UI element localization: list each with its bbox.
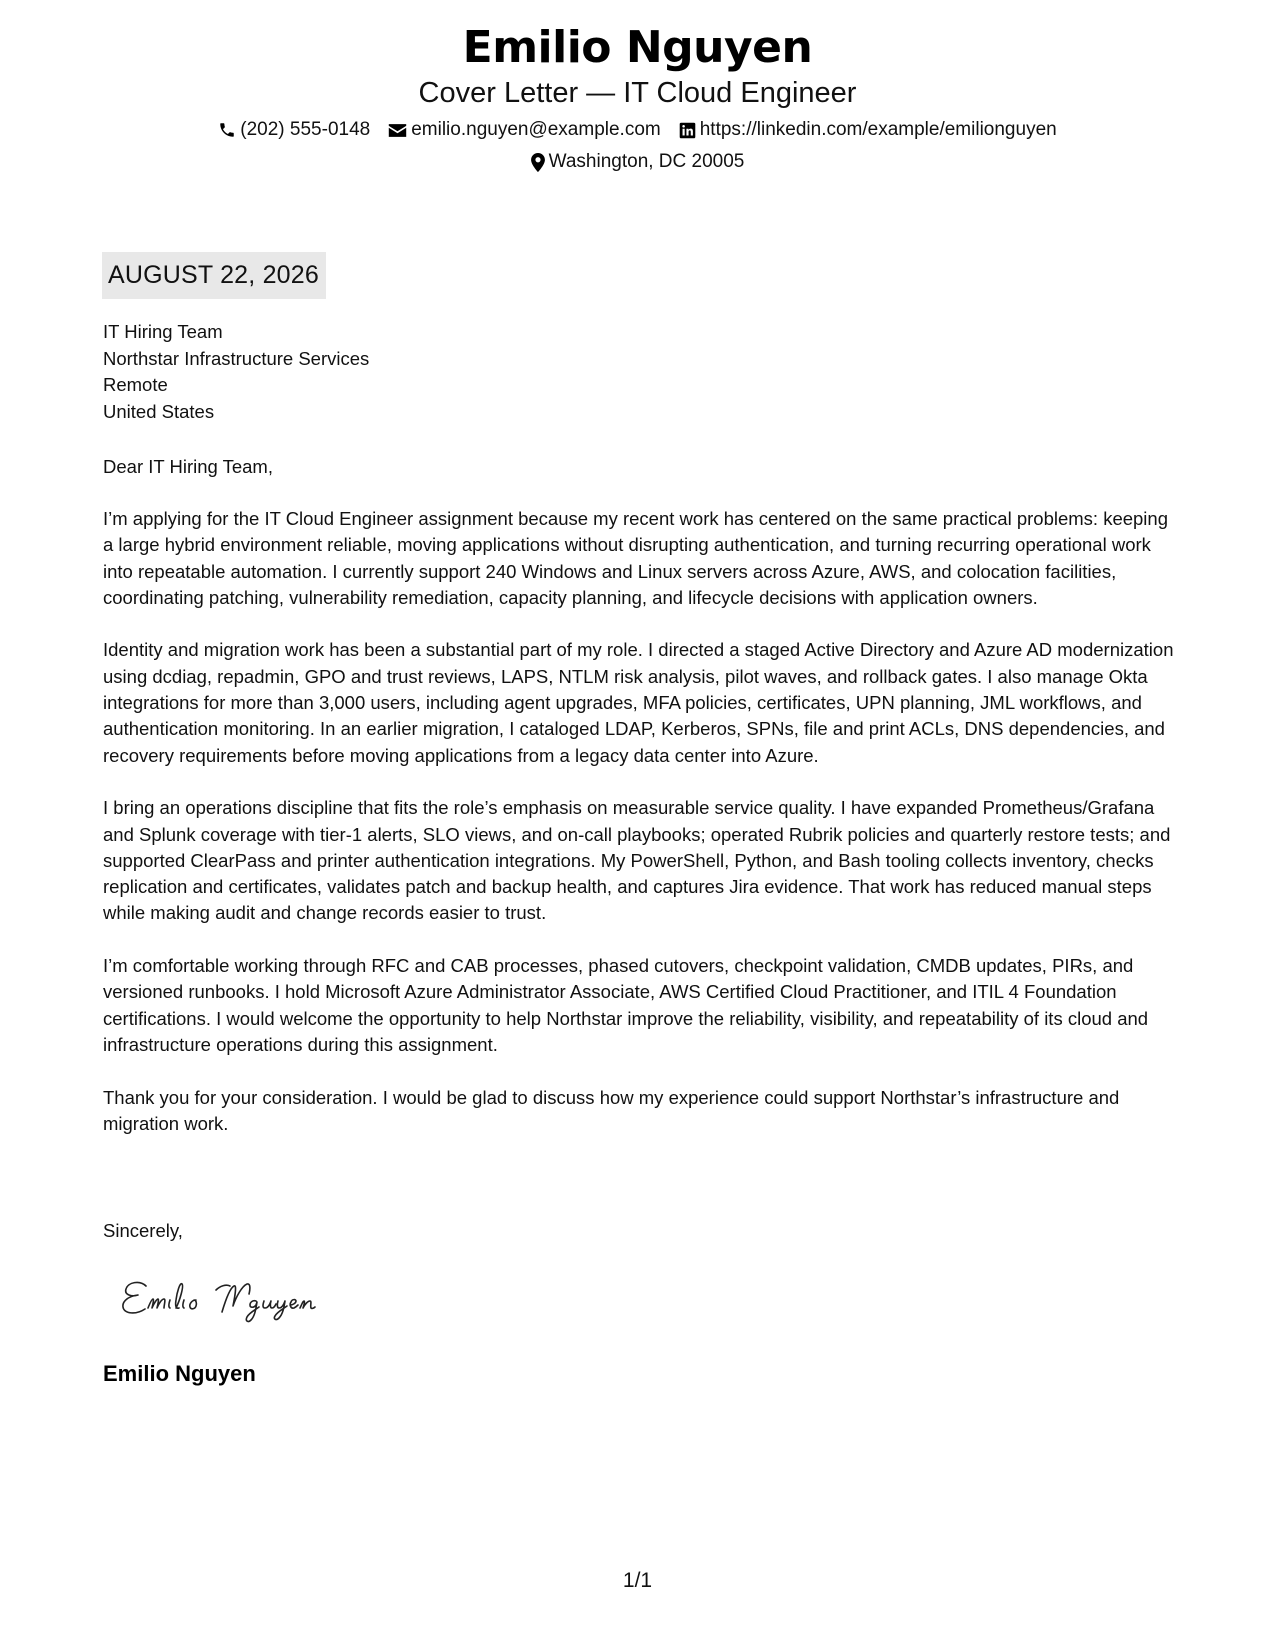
recipient-line: IT Hiring Team — [103, 321, 223, 342]
linkedin-icon — [679, 122, 696, 139]
location-row — [0, 150, 1275, 174]
letter-header — [0, 22, 1275, 174]
contact-email[interactable] — [388, 118, 661, 142]
closing: Sincerely, — [103, 1220, 183, 1241]
body-paragraph: I bring an operations discipline that fits the role’s emphasis on measurable service quality. I have expanded Prometheus/Grafana and Splunk coverage with tier-1 alerts, SLO views, and on-call playbooks; operated Rubrik policies and quarterly restore tests; and supported ClearPass and printer authentication integrations. My PowerShell, Python, and Bash tooling collects inventory, checks replication and certificates, validates patch and backup health, and captures Jira evidence. That work has reduced manual steps while making audit and change records easier to trust. — [103, 797, 1171, 924]
body-paragraph: Identity and migration work has been a substantial part of my role. I directed a staged Active Directory and Azure AD modernization using dcdiag, repadmin, GPO and trust reviews, LAPS, NTLM risk analysis, pilot waves, and rollback gates. I also manage Okta integrations for more than 3,000 users, including agent upgrades, MFA policies, certificates, UPN planning, JML workflows, and authentication monitoring. In an earlier migration, I cataloged LDAP, Kerberos, SPNs, file and print ACLs, DNS dependencies, and recovery requirements before moving applications from a legacy data center into Azure. — [103, 639, 1174, 766]
contact-linkedin[interactable] — [679, 118, 1057, 142]
recipient-line: United States — [103, 400, 215, 422]
location-text: Washington, DC 20005 — [548, 151, 745, 172]
body-paragraph: I’m applying for the IT Cloud Engineer assignment because my recent work has centered on the same practical problems: keeping a large hybrid environment reliable, moving applications without disrupting authentication, and turning recurring operational work into repeatable automation. I currently support 240 Windows and Linux servers across Azure, AWS, and colocation facilities, coordinating patching, vulnerability remediation, capacity planning, and lifecycle decisions with application owners. — [103, 508, 1168, 608]
letter-date: AUGUST 22, 2026 — [102, 252, 326, 299]
email-text: emilio.nguyen@example.com — [411, 119, 661, 140]
map-pin-icon — [531, 153, 545, 172]
salutation: Dear IT Hiring Team, — [103, 456, 273, 477]
applicant-name: Emilio Nguyen — [462, 22, 813, 73]
phone-text: (202) 555-0148 — [240, 119, 371, 140]
page-number: 1/1 — [622, 1569, 653, 1592]
linkedin-text: https://linkedin.com/example/emilionguyen — [699, 119, 1057, 140]
letter-body — [103, 506, 1175, 1163]
contact-row — [0, 118, 1275, 142]
recipient-block — [103, 319, 369, 425]
envelope-icon — [388, 123, 407, 138]
handwritten-signature — [118, 1268, 340, 1335]
letter-subtitle: Cover Letter — IT Cloud Engineer — [418, 77, 857, 109]
signed-name: Emilio Nguyen — [103, 1361, 256, 1386]
body-paragraph: I’m comfortable working through RFC and CAB processes, phased cutovers, checkpoint validation, CMDB updates, PIRs, and versioned runbooks. I hold Microsoft Azure Administrator Associate, AWS Certified Cloud Practitioner, and ITIL 4 Foundation certifications. I would welcome the opportunity to help Northstar improve the reliability, visibility, and repeatability of its cloud and infrastructure operations during this assignment. — [103, 955, 1149, 1055]
phone-icon — [218, 121, 236, 139]
recipient-line: Northstar Infrastructure Services — [103, 347, 370, 369]
recipient-line: Remote — [103, 374, 168, 395]
body-paragraph: Thank you for your consideration. I would be glad to discuss how my experience could support Northstar’s infrastructure and migration work. — [103, 1086, 1120, 1134]
contact-location — [531, 150, 745, 174]
contact-phone — [218, 118, 370, 142]
